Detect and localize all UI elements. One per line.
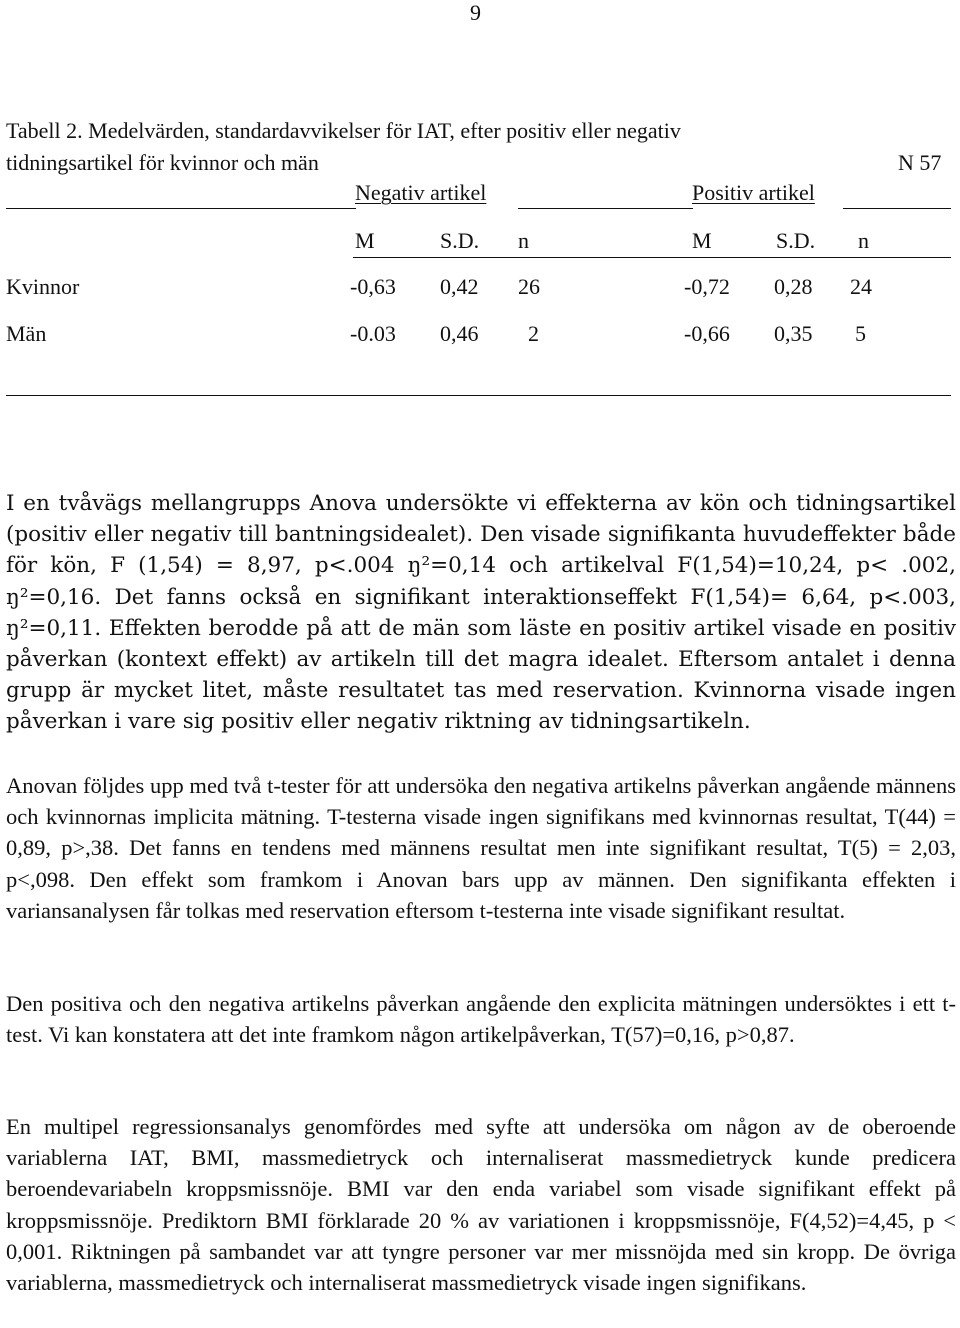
col-header-n-neg: n bbox=[518, 228, 529, 253]
table-cell: 24 bbox=[850, 274, 872, 299]
col-header-m-pos: M bbox=[692, 228, 712, 253]
col-header-n-pos: n bbox=[858, 228, 869, 253]
col-header-m-neg: M bbox=[355, 228, 375, 253]
table-cell: 0,42 bbox=[440, 274, 479, 299]
sample-size: N 57 bbox=[898, 150, 942, 175]
caption-line-2: tidningsartikel för kvinnor och män bbox=[6, 150, 319, 175]
table-cell: -0,66 bbox=[684, 321, 730, 346]
table-cell: 5 bbox=[855, 321, 866, 346]
table-cell: 0,28 bbox=[774, 274, 813, 299]
table-cell: 2 bbox=[528, 321, 539, 346]
caption-line-1: Tabell 2. Medelvärden, standardavvikelser för IAT, efter positiv eller negativ bbox=[6, 118, 681, 143]
paragraph-anova: I en tvåvägs mellangrupps Anova undersökte vi effekterna av kön och tidningsartikel (positiv eller negativ till bantningsidealet). Den visade signifikanta huvudeffekter både för kön, F (1,54) = 8,97, p<.004 ŋ²=0,14 och artikelval F(1,54)=10,24, p< .002, ŋ²=0,16. Det fanns också en signifikant interaktionseffekt F(1,54)= 6,64, p<.003, ŋ²=0,11. Effekten berodde på att de män som läste en positiv artikel visade en positiv påverkan (kontext effekt) av artikeln till det magra idealet. Eftersom antalet i denna grupp är mycket litet, måste resultatet tas med reservation. Kvinnorna visade ingen påverkan i vare sig positiv eller negativ riktning av tidningsartikeln. bbox=[6, 491, 956, 735]
row-label-kvinnor: Kvinnor bbox=[6, 274, 80, 299]
col-header-sd-pos: S.D. bbox=[776, 228, 816, 253]
table-cell: 0,46 bbox=[440, 321, 479, 346]
col-header-sd-neg: S.D. bbox=[440, 228, 480, 253]
group-header-negative: Negativ artikel bbox=[355, 180, 487, 205]
paragraph-t-tests: Anovan följdes upp med två t-tester för att undersöka den negativa artikelns påverkan angående männens och kvinnornas implicita mätning. T-testerna visade ingen signifikans med kvinnornas resultat, T(44) = 0,89, p>,38. Det fanns en tendens med männens resultat men inte signifikant resultat, T(5) = 2,03, p<,098. Den effekt som framkom i Anovan bars upp av männen. Den signifikanta effekten i variansanalysen får tolkas med reservation eftersom t-testerna inte visade signifikant resultat. bbox=[6, 773, 956, 923]
table-cell: 26 bbox=[518, 274, 540, 299]
page-number: 9 bbox=[470, 0, 481, 25]
column-header-rule bbox=[353, 257, 951, 258]
table-bottom-rule bbox=[6, 395, 951, 396]
table-cell: -0.03 bbox=[350, 321, 396, 346]
table-top-rule-mid bbox=[518, 208, 693, 209]
table-top-rule-end bbox=[843, 208, 951, 209]
paragraph-regression: En multipel regressionsanalys genomfördes med syfte att undersöka om någon av de oberoende variablerna IAT, BMI, massmedietryck och internaliserat massmedietryck kunde predicera beroendevariabeln kroppsmissnöje. BMI var den enda variabel som visade signifikant effekt på kroppsmissnöje. Prediktorn BMI förklarade 20 % av variationen i kroppsmissnöje, F(4,52)=4,45, p < 0,001. Riktningen på sambandet var att tyngre personer var mer missnöjda med sin kropp. De övriga variablerna, massmedietryck och internaliserat massmedietryck visade ingen signifikans. bbox=[6, 1114, 956, 1296]
paragraph-explicit: Den positiva och den negativa artikelns påverkan angående den explicita mätningen undersöktes i ett t-test. Vi kan konstatera att det inte framkom någon artikelpåverkan, T(57)=0,16, p>0,87. bbox=[6, 991, 956, 1048]
table-cell: -0,72 bbox=[684, 274, 730, 299]
table-cell: 0,35 bbox=[774, 321, 813, 346]
table-cell: -0,63 bbox=[350, 274, 396, 299]
row-label-man: Män bbox=[6, 321, 47, 346]
group-header-positive: Positiv artikel bbox=[692, 180, 815, 205]
table-top-rule bbox=[6, 208, 356, 209]
